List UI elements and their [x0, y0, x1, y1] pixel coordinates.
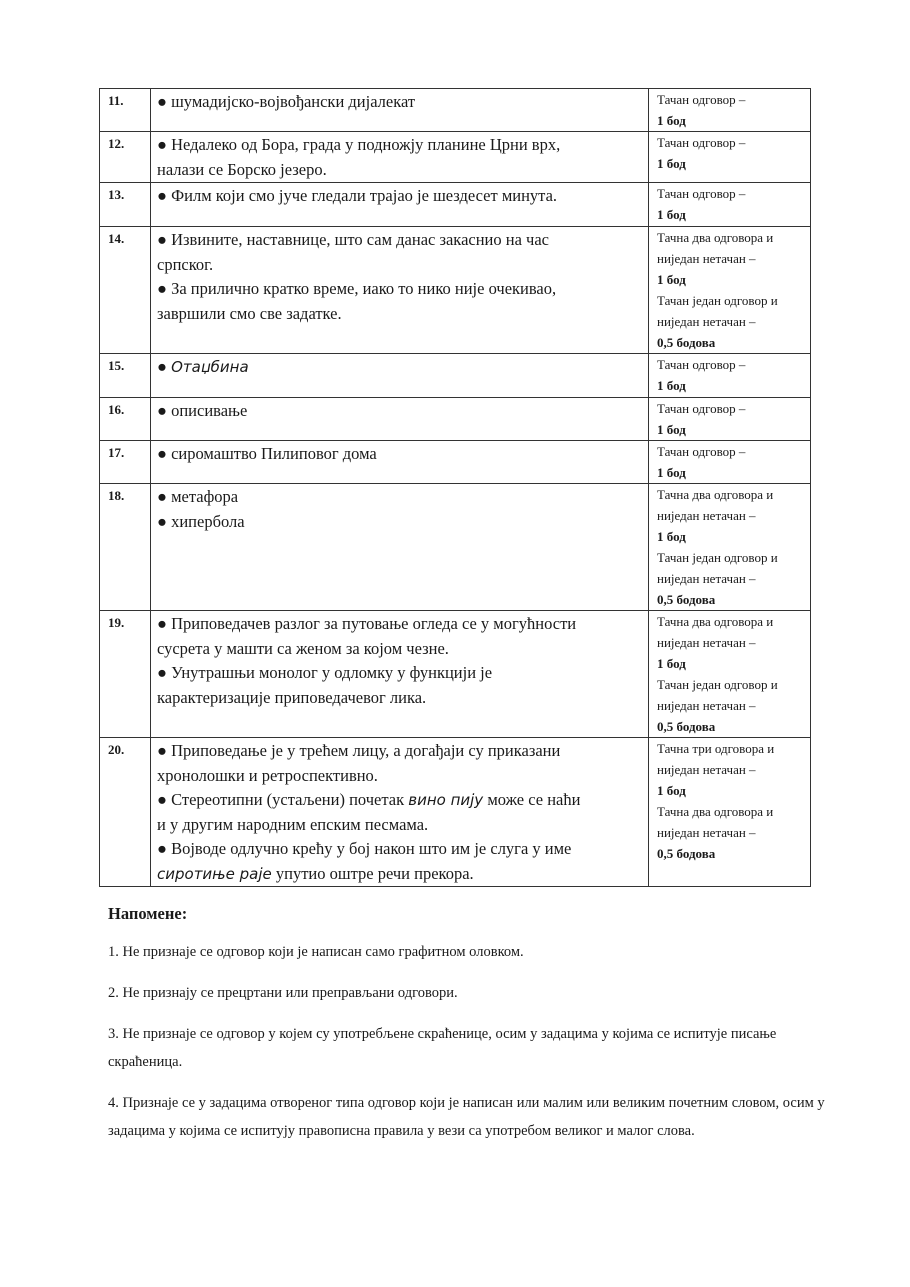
answer-text: ● описивање [157, 401, 248, 420]
answer-text: ● За прилично кратко време, иако то нико није очекивао, [157, 279, 557, 298]
points-cell [649, 484, 811, 611]
notes-heading: Напомене: [108, 904, 188, 923]
answer-line [157, 485, 642, 510]
answer-text: ● метафора [157, 487, 239, 506]
points-cell [649, 183, 811, 227]
answer-cell [151, 89, 649, 132]
answer-text: налази се Борско језеро. [157, 159, 327, 179]
question-number: 17. [100, 441, 151, 484]
answer-text: ● [157, 357, 172, 376]
points-value: 1 бод [657, 783, 686, 798]
table-row [100, 132, 811, 183]
points-cell [649, 611, 811, 738]
points-criterion: Тачан одговор – [657, 186, 746, 201]
answer-cell [151, 398, 649, 441]
points-value: 1 бод [657, 465, 686, 480]
points-cell [649, 89, 811, 132]
table-row [100, 398, 811, 441]
points-cell [649, 227, 811, 354]
answer-text: ● Стереотипни (устаљени) почетак [157, 790, 409, 809]
note-item-1: 1. Не признаје се одговор који је написан само графитном оловком. [108, 944, 524, 960]
answer-line [157, 133, 642, 158]
question-number: 19. [100, 611, 151, 738]
answer-italic-text: вино пију [408, 791, 484, 809]
answer-line [157, 90, 642, 115]
answer-cell [151, 738, 649, 887]
answer-cell [151, 611, 649, 738]
answer-line [157, 399, 642, 424]
answer-key-rows [100, 89, 811, 887]
table-row [100, 354, 811, 398]
answer-text: српског. [157, 254, 214, 274]
question-number: 13. [100, 183, 151, 227]
answer-line [157, 739, 642, 764]
question-number: 20. [100, 738, 151, 887]
answer-line [157, 764, 642, 789]
table-row [100, 611, 811, 738]
answer-text: упутио оштре речи прекора. [271, 863, 474, 883]
answer-text: ● хипербола [157, 511, 245, 531]
points-criterion: Тачна два одговора и [657, 230, 774, 245]
points-criterion: Тачан један одговор и [657, 677, 778, 692]
answer-text: ● Извините, наставнице, што сам данас закаснио на час [157, 230, 549, 249]
answer-cell [151, 183, 649, 227]
points-criterion: Тачна два одговора и [657, 804, 774, 819]
question-number: 11. [100, 89, 151, 132]
answer-text: ● Филм који смо јуче гледали трајао је шездесет минута. [157, 186, 558, 205]
answer-text: може се наћи [483, 790, 581, 809]
answer-text: ● Унутрашњи монолог у одломку у функцији је [157, 663, 493, 682]
points-criterion: Тачна два одговора и [657, 487, 774, 502]
points-value: 1 бод [657, 422, 686, 437]
answer-text: ● Војводе одлучно крећу у бој након што им је слуга у име [157, 839, 572, 858]
answer-line [157, 184, 642, 209]
points-criterion: Тачна два одговора и [657, 614, 774, 629]
answer-line [157, 862, 642, 887]
answer-line [157, 837, 642, 862]
answer-cell [151, 484, 649, 611]
table-row [100, 183, 811, 227]
answer-cell [151, 227, 649, 354]
points-cell [649, 441, 811, 484]
points-value: 0,5 бодова [657, 335, 716, 350]
points-cell [649, 132, 811, 183]
points-criterion: Тачан одговор – [657, 357, 746, 372]
points-criterion: Тачан одговор – [657, 401, 746, 416]
question-number: 18. [100, 484, 151, 611]
points-criterion: ниједан нетачан – [657, 698, 756, 713]
answer-cell [151, 354, 649, 398]
answer-text: ● Приповедање је у трећем лицу, а догађаји су приказани [157, 741, 561, 760]
points-value: 0,5 бодова [657, 846, 716, 861]
note-item-3: 3. Не признаје се одговор у којем су употребљене скраћенице, осим у задацима у којима се испитује писање скраћеница. [108, 1026, 777, 1070]
answer-line [157, 228, 642, 253]
answer-line [157, 442, 642, 467]
points-cell [649, 738, 811, 887]
answer-text: и у другим народним епским песмама. [157, 814, 429, 834]
answer-text: хронолошки и ретроспективно. [157, 765, 378, 785]
table-row [100, 484, 811, 611]
points-criterion: Тачан одговор – [657, 444, 746, 459]
answer-line [157, 158, 642, 183]
answer-text: завршили смо све задатке. [157, 303, 342, 323]
notes-section [108, 904, 828, 1158]
answer-line [157, 637, 642, 662]
answer-line [157, 813, 642, 838]
answer-line [157, 510, 642, 535]
points-value: 1 бод [657, 156, 686, 171]
answer-italic-text: сиротиње раје [157, 864, 272, 883]
points-criterion: ниједан нетачан – [657, 508, 756, 523]
points-criterion: ниједан нетачан – [657, 314, 756, 329]
table-row [100, 227, 811, 354]
points-value: 1 бод [657, 529, 686, 544]
points-cell [649, 354, 811, 398]
question-number: 16. [100, 398, 151, 441]
table-row [100, 738, 811, 887]
points-value: 1 бод [657, 207, 686, 222]
answer-cell [151, 132, 649, 183]
points-value: 1 бод [657, 272, 686, 287]
question-number: 12. [100, 132, 151, 183]
answer-text: сусрета у машти са женом за којом чезне. [157, 638, 449, 658]
points-criterion: ниједан нетачан – [657, 251, 756, 266]
points-criterion: ниједан нетачан – [657, 825, 756, 840]
answer-line [157, 253, 642, 278]
answer-text: карактеризације приповедачевог лика. [157, 687, 427, 707]
points-criterion: ниједан нетачан – [657, 762, 756, 777]
answer-cell [151, 441, 649, 484]
points-criterion: Тачан одговор – [657, 92, 746, 107]
points-criterion: Тачан један одговор и [657, 550, 778, 565]
answer-line [157, 612, 642, 637]
answer-line [157, 661, 642, 686]
answer-text: ● сиромаштво Пилиповог дома [157, 444, 377, 463]
answer-line [157, 277, 642, 302]
answer-line [157, 788, 642, 813]
answer-text: ● Приповедачев разлог за путовање огледа се у могућности [157, 614, 577, 633]
points-cell [649, 398, 811, 441]
answer-line [157, 686, 642, 711]
answer-key-table [99, 88, 811, 887]
question-number: 14. [100, 227, 151, 354]
note-item-2: 2. Не признају се прецртани или преправљани одговори. [108, 985, 458, 1001]
table-row [100, 441, 811, 484]
points-value: 0,5 бодова [657, 719, 716, 734]
answer-text: ● шумадијско-војвођански дијалекат [157, 92, 416, 111]
points-criterion: Тачна три одговора и [657, 741, 775, 756]
answer-line [157, 302, 642, 327]
points-criterion: Тачан одговор – [657, 135, 746, 150]
points-criterion: ниједан нетачан – [657, 571, 756, 586]
points-value: 1 бод [657, 656, 686, 671]
answer-italic-text: Отаџбина [171, 358, 249, 376]
points-value: 1 бод [657, 113, 686, 128]
points-value: 1 бод [657, 378, 686, 393]
answer-text: ● Недалеко од Бора, града у подножју планине Црни врх, [157, 135, 561, 154]
table-row [100, 89, 811, 132]
points-criterion: Тачан један одговор и [657, 293, 778, 308]
question-number: 15. [100, 354, 151, 398]
points-value: 0,5 бодова [657, 592, 716, 607]
points-criterion: ниједан нетачан – [657, 635, 756, 650]
note-item-4: 4. Признаје се у задацима отвореног типа одговор који је написан или малим или великим почетним словом, осим у задацима у којима се испитују правописна правила у вези са употребом великог и малог слова. [108, 1095, 825, 1139]
answer-line [157, 355, 642, 380]
